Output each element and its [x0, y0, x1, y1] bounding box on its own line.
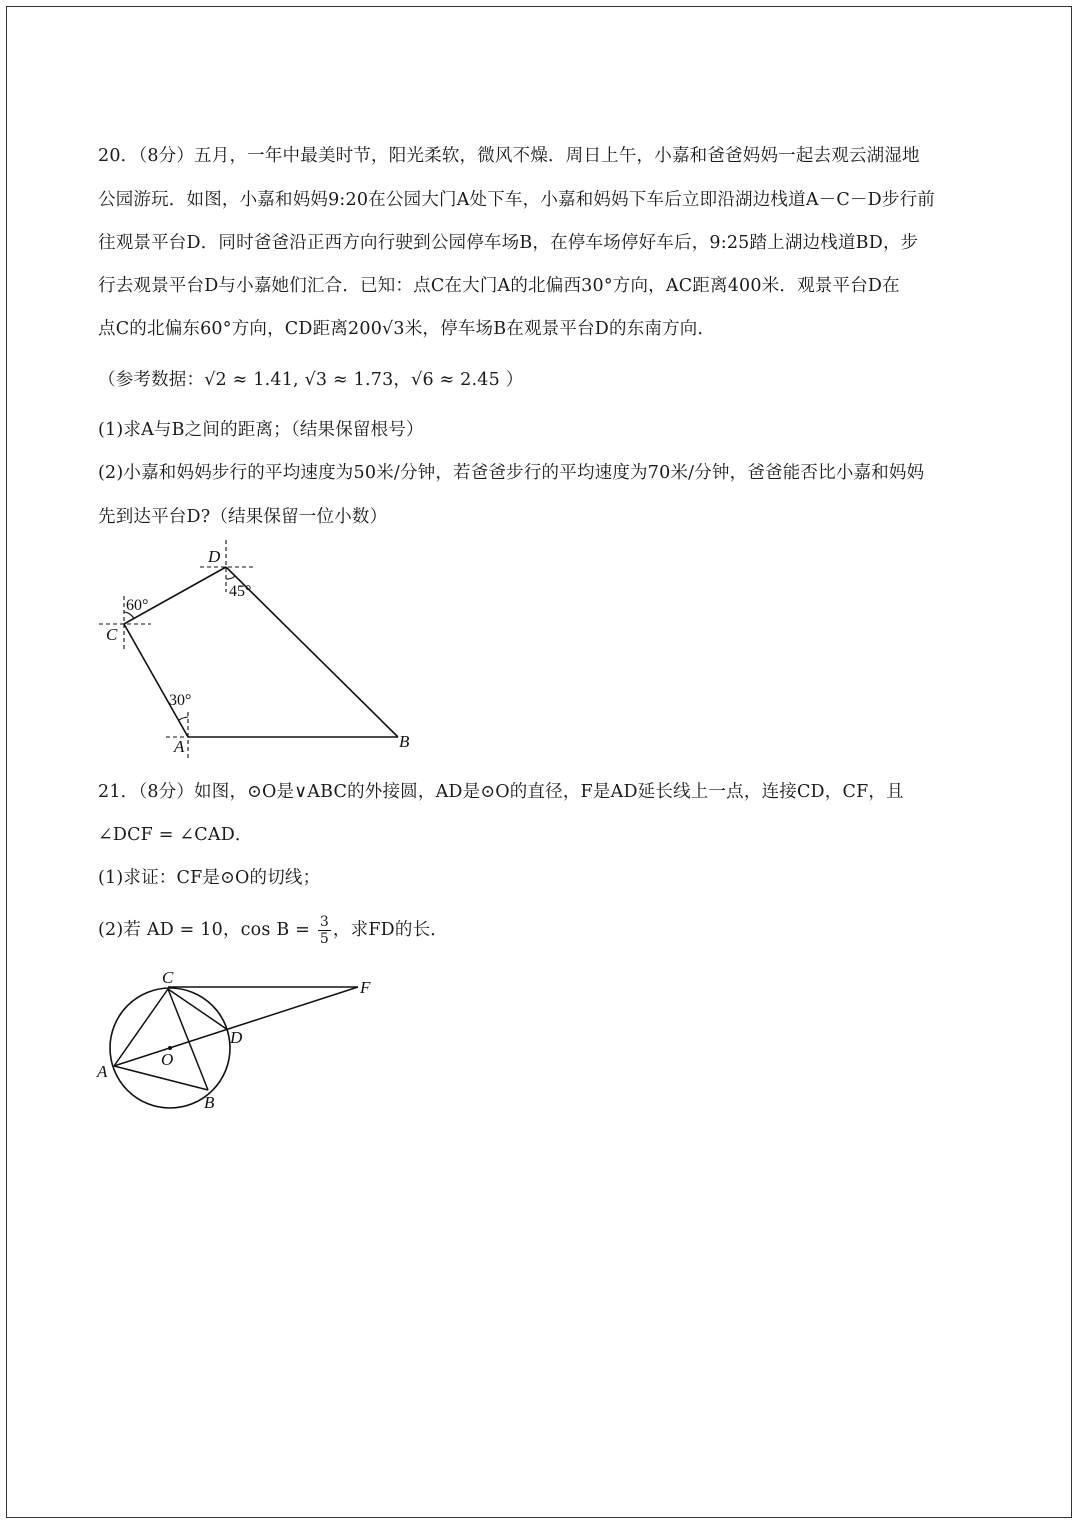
- q20-label-a: A: [174, 737, 185, 756]
- q21-fraction: [318, 914, 331, 947]
- q20-figure: [95, 535, 425, 760]
- q21-segment-ab: [114, 1066, 208, 1090]
- q20-reference-data: （参考数据：√2 ≈ 1.41, √3 ≈ 1.73，√6 ≈ 2.45 ）: [98, 370, 524, 390]
- q20-line-1: 20．（8分）五月，一年中最美时节，阳光柔软，微风不燥．周日上午，小嘉和爸爸妈妈一起去观云湖湿地: [98, 146, 920, 166]
- q21-label-a: A: [97, 1062, 108, 1081]
- q20-part-1: (1)求A与B之间的距离；（结果保留根号）: [98, 420, 424, 440]
- q20-line-5: 点C的北偏东60°方向，CD距离200√3米，停车场B在观景平台D的东南方向．: [98, 319, 716, 339]
- q21-label-b: B: [204, 1093, 215, 1112]
- q21-label-o: O: [161, 1050, 174, 1069]
- q20-segment-ac: [124, 624, 188, 737]
- q21-figure: [95, 960, 385, 1115]
- q20-segment-cd: [124, 567, 226, 624]
- q20-segment-db: [226, 567, 398, 737]
- q20-angle-45: 45°: [229, 583, 252, 600]
- q20-line-3: 往观景平台D．同时爸爸沿正西方向行驶到公园停车场B，在停车场停好车后，9:25踏上湖边栈道BD，步: [98, 233, 919, 253]
- q20-line-2: 公园游玩．如图，小嘉和妈妈9:20在公园大门A处下车，小嘉和妈妈下车后立即沿湖边栈道A－C－D步行前: [98, 190, 935, 210]
- q21-label-c: C: [162, 968, 174, 987]
- q20-label-b: B: [399, 732, 410, 751]
- q21-label-d: D: [230, 1028, 243, 1047]
- q21-segment-ac: [114, 989, 168, 1066]
- q20-angle-30: 30°: [169, 692, 192, 709]
- q21-line-2: ∠DCF = ∠CAD．: [98, 825, 253, 845]
- q21-fraction-numerator: 3: [319, 914, 329, 930]
- q21-part-2-prefix: (2)若 AD = 10，cos B =: [98, 920, 316, 940]
- q20-arc-30: [179, 717, 188, 720]
- q21-part-2-suffix: ，求FD的长．: [332, 920, 448, 940]
- q21-line-1: 21．（8分）如图，⊙O是∨ABC的外接圆，AD是⊙O的直径，F是AD延长线上一点，连接CD，CF，且: [98, 782, 904, 802]
- q21-segment-cb: [168, 989, 208, 1090]
- q20-part-2-line-2: 先到达平台D?（结果保留一位小数）: [98, 507, 388, 527]
- q21-part-1: (1)求证：CF是⊙O的切线；: [98, 868, 321, 888]
- q20-part-2-line-1: (2)小嘉和妈妈步行的平均速度为50米/分钟，若爸爸步行的平均速度为70米/分钟，爸爸能否比小嘉和妈妈: [98, 463, 925, 483]
- q21-label-f: F: [360, 978, 371, 997]
- q20-label-c: C: [106, 625, 118, 644]
- q21-fraction-denominator: 5: [319, 931, 329, 947]
- q20-line-4: 行去观景平台D与小嘉她们汇合．已知：点C在大门A的北偏西30°方向，AC距离400米．观景平台D在: [98, 276, 900, 296]
- q20-label-d: D: [208, 547, 221, 566]
- q20-angle-60: 60°: [126, 597, 149, 614]
- q21-line-adf: [114, 987, 358, 1066]
- q20-arc-45: [226, 576, 235, 579]
- q21-part-2: [98, 914, 448, 947]
